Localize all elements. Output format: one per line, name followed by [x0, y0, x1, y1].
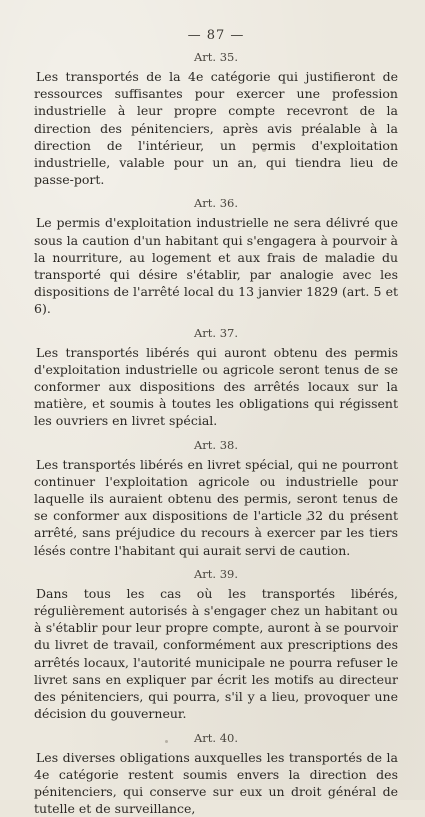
article-35 [34, 49, 398, 188]
article-title: Art. 40. [34, 730, 398, 746]
article-body: Les transportés libérés qui auront obtenu des permis d'exploitation industrielle ou agricole seront tenus de se conformer aux dispositions des arrêtés locaux sur la matière, et soumis à toutes les obligations qui régissent les ouvriers en livret spécial. [34, 344, 398, 430]
paper-speck [262, 148, 266, 152]
article-title: Art. 35. [34, 49, 398, 65]
article-title: Art. 39. [34, 566, 398, 582]
article-39 [34, 566, 398, 723]
article-40 [34, 730, 398, 817]
article-title: Art. 37. [34, 325, 398, 341]
paper-speck [306, 518, 309, 521]
article-36 [34, 195, 398, 317]
article-body: Les transportés libérés en livret spécial, qui ne pourront continuer l'exploitation agricole ou industrielle pour laquelle ils auraient obtenu des permis, seront tenus de se conformer aux dispositions de l'article 32 du présent arrêté, sans préjudice du recours à exercer par les tiers lésés contre l'habitant qui aurait servi de caution. [34, 456, 398, 559]
article-title: Art. 38. [34, 437, 398, 453]
article-body: Les transportés de la 4e catégorie qui justifieront de ressources suffisantes pour exercer une profession industrielle à leur propre compte recevront de la direction des pénitenciers, après avis préalable à la direction de l'intérieur, un permis d'exploitation industrielle, valable pour un an, qui tiendra lieu de passe-port. [34, 68, 398, 188]
article-body: Les diverses obligations auxquelles les transportés de la 4e catégorie restent soumis envers la direction des pénitenciers, qui conserve sur eux un droit général de tutelle et de surveillance, [34, 749, 398, 817]
paper-speck [372, 352, 375, 355]
article-body: Dans tous les cas où les transportés libérés, régulièrement autorisés à s'engager chez un habitant ou à s'établir pour leur propre compte, auront à se pourvoir du livret de travail, conformément aux prescriptions des arrêtés locaux, l'autorité municipale ne pourra refuser le livret sans en expliquer par écrit les motifs au directeur des pénitenciers, qui pourra, s'il y a lieu, provoquer une décision du gouverneur. [34, 585, 398, 723]
article-37 [34, 325, 398, 430]
article-38 [34, 437, 398, 559]
page-number: — 87 — [34, 28, 398, 43]
article-title: Art. 36. [34, 195, 398, 211]
article-body: Le permis d'exploitation industrielle ne sera délivré que sous la caution d'un habitant qui s'engagera à pourvoir à la nourriture, au logement et aux frais de maladie du transporté qui désire s'établir, par analogie avec les dispositions de l'arrêté local du 13 janvier 1829 (art. 5 et 6). [34, 214, 398, 317]
paper-speck [165, 740, 168, 743]
